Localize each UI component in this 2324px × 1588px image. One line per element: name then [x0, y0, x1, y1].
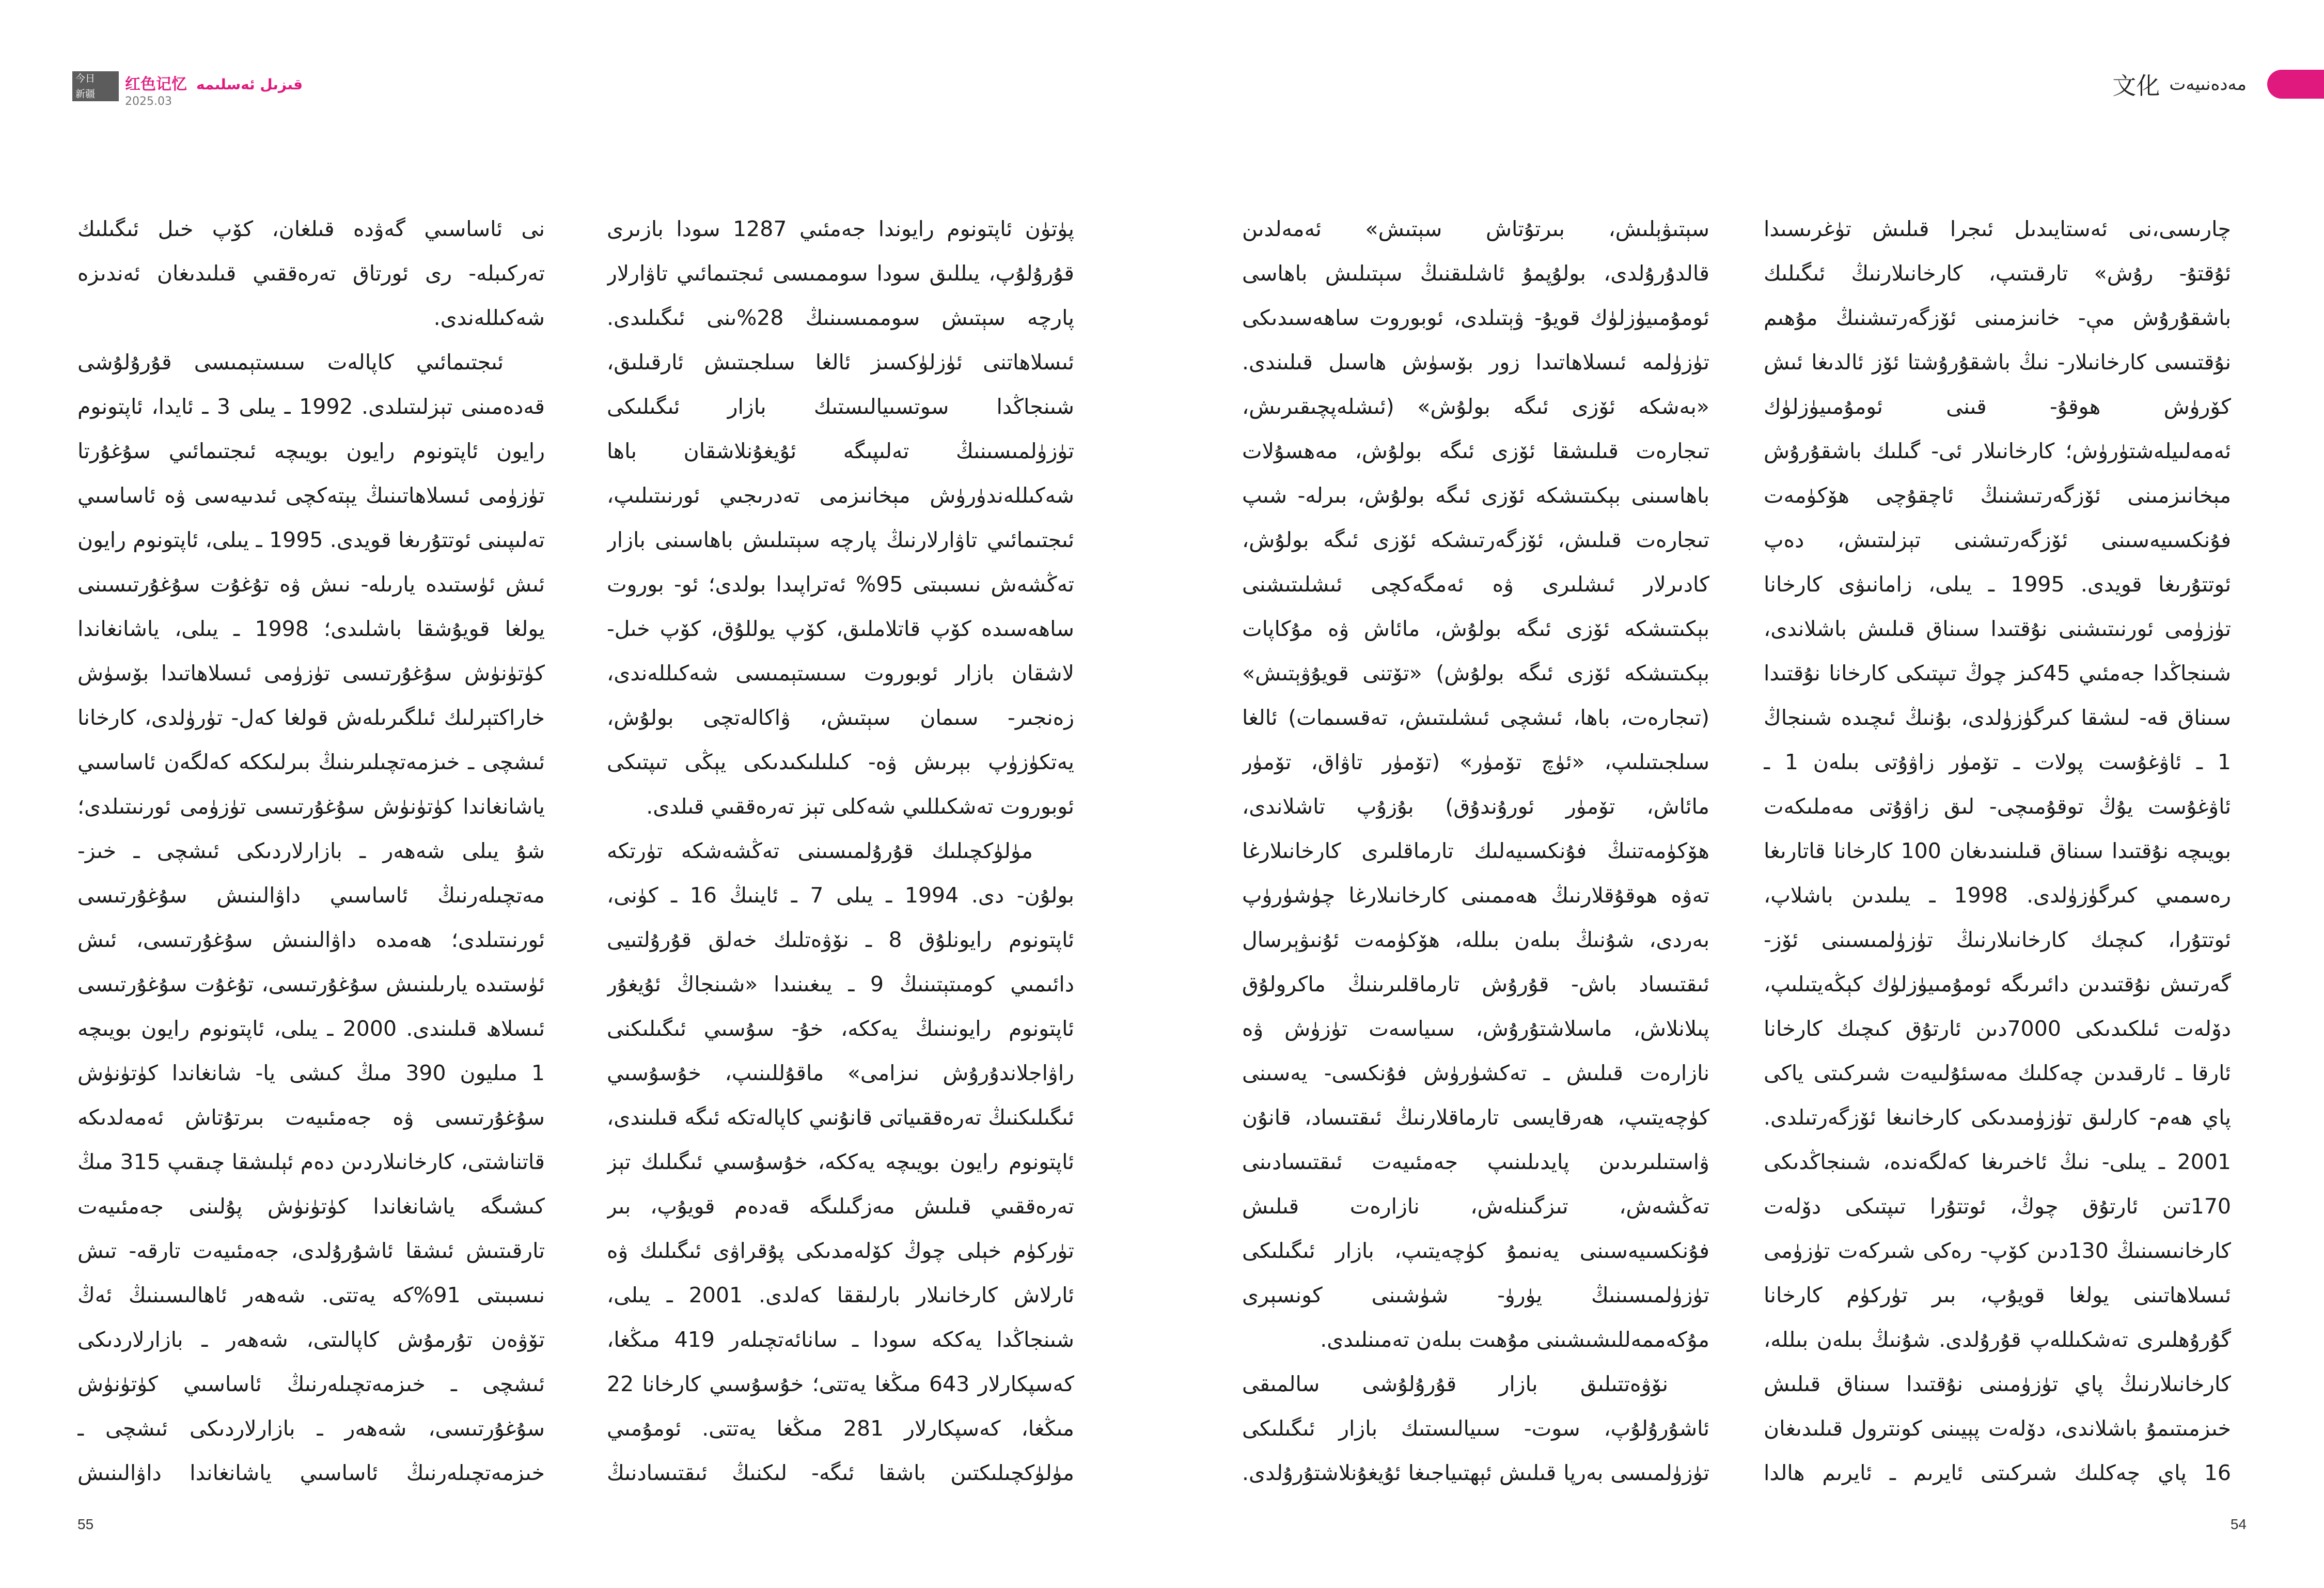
- magazine-header: [72, 71, 303, 108]
- paragraph: پۈتۈن ئاپتونوم رايوندا جەمئىي 1287 سودا بازىرى قۇرۇلۇپ، يىللىق سودا سوممىسى ئىجتىمائىي تاۋارلار پارچە سېتىش سوممىسىنىڭ 28%ىنى ئىگىلىدى. ئىسلاھاتنى ئۈزلۈكسىز ئالغا سىلجىتىش ئارقىلىق، شىنجاڭدا سوتسىيالىستىك بازار ئىگىلىكى تۈزۈلمىسىنىڭ تەلىپىگە ئۇيغۇنلاشقان باھا شەكىللەندۈرۈش مېخانىزمى تەدرىجىي ئورنىتىلىپ، ئىجتىمائىي تاۋارلارنىڭ پارچە سېتىلىش باھاسىنى بازار تەڭشەش نىسبىتى 95% ئەتراپىدا بولدى؛ ئو- بوروت ساھەسىدە كۆپ قاتلاملىق، كۆپ يوللۇق، كۆپ خىل- لاشقان بازار ئوبوروت سىستېمىسى شەكىللەندى، زەنجىر- سىمان سېتىش، ۋاكالەتچى بولۇش، يەتكۈزۈپ بېرىش ۋە- كىلىلىكىدىكى يېڭى تىپتىكى ئوبوروت تەشكىللىي شەكلى تېز تەرەققىي قىلدى.: [607, 216, 1074, 819]
- paragraph: سېتىۋېلىش، بىرتۇتاش سېتىش» ئەمەلدىن قالدۇرۇلدى، بولۇپمۇ ئاشلىقنىڭ سېتىلىش باھاسى ئومۇمىيۈزلۈك قويۇ- ۋېتىلدى، ئوبوروت ساھەسىدىكى تۈزۈلمە ئىسلاھاتىدا زور بۆسۈش ھاسىل قىلىندى. «بەشكە ئۆزى ئىگە بولۇش» (ئىشلەپچىقىرىش، تىجارەت قىلىشقا ئۆزى ئىگە بولۇش، مەھسۇلات باھاسىنى بېكىتىشكە ئۆزى ئىگە بولۇش، بىرلە- شىپ تىجارەت قىلىش، ئۆزگەرتىشكە ئۆزى ئىگە بولۇش، كادىرلار ئىشلىرى ۋە ئەمگەكچى ئىشلىتىشنى بېكىتىشكە ئۆزى ئىگە بولۇش، مائاش ۋە مۇكاپات بېكىتىشكە ئۆزى ئىگە بولۇش) «تۆتنى قويۇۋېتىش» (تىجارەت، باھا، ئىشچى ئىشلىتىش، تەقسىمات) ئالغا سىلجىتىلىپ، «ئۈچ تۆمۈر» (تۆمۈر تاۋاق، تۆمۈر مائاش، تۆمۈر ئورۇندۇق) بۇزۇپ تاشلاندى، ھۆكۈمەتنىڭ فۇنكسىيەلىك تارماقلىرى كارخانىلارغا تەۋە ھوقۇقلارنىڭ ھەممىنى كارخانىلارغا چۈشۈرۈپ بەردى، شۇنىڭ بىلەن بىللە، ھۆكۈمەت ئۇنىۋېرسال ئىقتىساد باش- قۇرۇش تارماقلىرىنىڭ ماكرولۇق پىلانلاش، ماسلاشتۇرۇش، سىياسەت تۈزۈش ۋە نازارەت قىلىش ـ تەكشۈرۈش فۇنكسى- يەسىنى كۈچەيتىپ، ھەرقايسى تارماقلارنىڭ ئىقتىساد، قانۇن ۋاستىلىرىدىن پايدىلىنىپ جەمئىيەت ئىقتىسادىنى تەڭشەش، تىزگىنلەش، نازارەت قىلىش فۇنكسىيەسىنى يەنىمۇ كۈچەيتىپ، بازار ئىگىلىكى تۈزۈلمىسىنىڭ يۈرۈ- شۈشىنى كونسېرى مۇكەممەللىشىشىنى مۇھىت بىلەن تەمىنلىدى.: [1242, 216, 1709, 1352]
- paragraph: چارىسى،نى ئەستايىدىل ئىجرا قىلىش تۈغرىسىدا ئۇقتۇ- رۇش» تارقىتىپ، كارخانىلارنىڭ ئىگىلىك باشقۇرۇش مې- خانىزمىنى ئۆزگەرتىشنىڭ مۇھىم نۇقتىسى كارخانىلار- نىڭ باشقۇرۇشتا ئۆز ئالدىغا ئىش كۆرۈش ھوقۇ- قىنى ئومۇمىيۈزلۈك ئەمەلىيلەشتۈرۈش؛ كارخانىلار ئى- گىلىك باشقۇرۇش مېخانىزمىنى ئۆزگەرتىشنىڭ ئاچقۇچى ھۆكۈمەت فۇنكسىيەسىنى ئۆزگەرتىشنى تېزلىتىش، دەپ ئوتتۇرىغا قويدى. 1995 ـ يىلى، زامانىۋى كارخانا تۈزۈمى ئورنىتىشنى نۇقتىدا سىناق قىلىش باشلاندى، شىنجاڭدا جەمئىي 45كىز چوڭ تىپتىكى كارخانا نۇقتىدا سىناق قە- لىشقا كىرگۈزۈلدى، بۇنىڭ ئىچىدە شىنجاڭ 1 ـ ئاۋغۇست پولات ـ تۆمۈر زاۋۇتى بىلەن 1 ـ ئاۋغۇست يۇڭ توقۇمىچى- لىق زاۋۇتى مەملىكەت بويىچە نۇقتىدا سىناق قىلىنىدىغان 100 كارخانا قاتارىغا رەسمىي كىرگۈزۈلدى. 1998 ـ يىلىدىن باشلاپ، ئوتتۇرا، كىچىك كارخانىلارنىڭ تۈزۈلمىسىنى ئۆز- گەرتىش نۇقتىدىن دائىرىگە ئومۇمىيۈزلۈك كېڭەيتىلىپ، دۆلەت ئىلكىدىكى 7000دىن ئارتۇق كىچىك كارخانا ئارقا ـ ئارقىدىن چەكلىك مەسئۇلىيەت شىركىتى ياكى پاي ھەم- كارلىق تۈزۈمىدىكى كارخانىغا ئۆزگەرتىلدى. 2001 ـ يىلى- نىڭ ئاخىرىغا كەلگەندە، شىنجاڭدىكى 170تىن ئارتۇق چوڭ، ئوتتۇرا تىپتىكى دۆلەت كارخانىسىنىڭ 130دىن كۆپ- رەكى شىركەت تۈزۈمى ئىسلاھاتىنى يولغا قويۇپ، بىر تۈركۈم كارخانا گۇرۇھلىرى تەشكىللەپ قۇرۇلدى. شۇنىڭ بىلەن بىللە، كارخانىلارنىڭ پاي تۈزۈمىنى نۇقتىدا سىناق قىلىش خىزمىتىمۇ باشلاندى، دۆلەت پېيىنى كونترول قىلىدىغان 16 پاي چەكلىك شىركىتى ئايرىم ـ ئايرىم ھالدا: [1764, 216, 2231, 1485]
- logo-line-2: 新疆: [75, 88, 96, 100]
- right-page: [1162, 0, 2324, 1588]
- page-number-left: 55: [77, 1516, 94, 1532]
- paragraph: نى ئاساسىي گەۋدە قىلغان، كۆپ خىل ئىگىلىك تەركىبلە- رى ئورتاق تەرەققىي قىلىدىغان ئەندىزە شەكىللەندى.: [77, 216, 545, 330]
- text-column-1: [77, 207, 545, 1488]
- magazine-logo: [72, 71, 119, 101]
- section-title-zh: 红色记忆: [125, 75, 187, 94]
- paragraph: نۆۋەتتىلىق بازار قۇرۇلۇشى سالمىقى ئاشۇرۇلۇپ، سوت- سىيالىستىك بازار ئىگىلىكى تۈزۈلمىسى بەرپا قىلىش ئېھتىياجىغا ئۇيغۇنلاشتۇرۇلدى.: [1242, 1372, 1709, 1485]
- section-name-zh: 文化: [2112, 72, 2160, 100]
- logo-line-1: 今日: [75, 73, 96, 84]
- paragraph: ئىجتىمائىي كاپالەت سىستېمىسى قۇرۇلۇشى قەدەمىنى تېزلىتىلدى. 1992 ـ يىلى 3 ـ ئايدا، ئاپتونوم رايون ئاپتونوم رايون بويىچە ئىجتىمائىي سۇغۇرتا تۈزۈمى ئىسلاھاتىنىڭ يېتەكچى ئىدىيەسى ۋە ئاساسىي تەلىپىنى ئوتتۇرىغا قويدى. 1995 ـ يىلى، ئاپتونوم رايون ئىش ئۈستىدە يارىلە- نىش ۋە تۇغۇت سۇغۇرتىسىنى يولغا قويۇشقا باشلىدى؛ 1998 ـ يىلى، ياشانغاندا كۈتۈنۈش سۇغۇرتىسى تۈزۈمى ئىسلاھاتىدا بۆسۈش خاراكتېرلىك ئىلگىرىلەش قولغا كەل- تۈرۈلدى، كارخانا ئىشچى ـ خىزمەتچىلىرىنىڭ بىرلىككە كەلگەن ئاساسىي ياشانغاندا كۈتۈنۈش سۇغۇرتىسى تۈزۈمى ئورنىتىلدى؛ شۇ يىلى شەھەر ـ بازارلاردىكى ئىشچى ـ خىز- مەتچىلەرنىڭ ئاساسىي داۋالىنىش سۇغۇرتىسى ئورنىتىلدى؛ ھەمدە داۋالىنىش سۇغۇرتىسى، ئىش ئۈستىدە يارىلىنىش سۇغۇرتىسى، تۇغۇت سۇغۇرتىسى ئىسلاھ قىلىندى. 2000 ـ يىلى، ئاپتونوم رايون بويىچە 1 مىليون 390 مىڭ كىشى يا- شانغاندا كۈتۈنۈش سۇغۇرتىسى ۋە جەمئىيەت بىرتۇتاش ئەمەلدىكە قاتناشتى، كارخانىلاردىن دەم ئېلىشقا چىقىپ 315 مىڭ كىشىگە ياشانغاندا كۈتۈنۈش پۇلىنى جەمئىيەت تارقىتىش ئىشقا ئاشۇرۇلدى، جەمئىيەت تارقە- تىش نىسبىتى 91%كە يەتتى. شەھەر ئاھالىسىنىڭ ئەڭ تۆۋەن تۇرمۇش كاپالىتى، شەھەر ـ بازارلاردىكى ئىشچى ـ خىزمەتچىلەرنىڭ ئاساسىي كۈتۈنۈش سۇغۇرتىسى، شەھەر ـ بازارلاردىكى ئىشچى ـ خىزمەتچىلەرنىڭ ئاساسىي ياشانغاندا داۋالىنىش: [77, 350, 545, 1485]
- text-column-3: [1242, 207, 1709, 1488]
- section-header: [2112, 66, 2324, 102]
- section-name-ug: مەدەنىيەت: [2169, 74, 2247, 95]
- page-number-right: 54: [2230, 1516, 2247, 1532]
- text-column-4: [1764, 207, 2231, 1488]
- issue-date: 2025.03: [125, 95, 172, 108]
- text-column-2: [607, 207, 1074, 1488]
- section-title-ug: قىزىل ئەسلىمە: [196, 76, 303, 93]
- paragraph: مۈلۈكچىلىك قۇرۇلمىسىنى تەڭشەشكە تۈرتكە بولۇن- دى. 1994 ـ يىلى 7 ـ ئاينىڭ 16 ـ كۈنى، ئاپتونوم رايونلۇق 8 ـ نۆۋەتلىك خەلق قۇرۇلتىيى دائىمىي كومىتېتىنىڭ 9 ـ يىغىنىدا «شىنجاڭ ئۇيغۇر ئاپتونوم رايونىنىڭ يەككە، خۇ- سۇسىي ئىگىلىكنى راۋاجلاندۇرۇش نىزامى» ماقۇللىنىپ، خۇسۇسىي ئىگىلىكنىڭ تەرەققىياتى قانۇنىي كاپالەتكە ئىگە قىلىندى، ئاپتونوم رايون بويىچە يەككە، خۇسۇسىي ئىگىلىك تېز تەرەققىي قىلىش مەزگىلىگە قەدەم قويۇپ، بىر تۈركۈم خېلى چوڭ كۆلەمدىكى پۇقراۋى ئىگىلىك ۋە ئارلاش كارخانىلار بارلىققا كەلدى. 2001 ـ يىلى، شىنجاڭدا يەككە سودا ـ سانائەتچىلەر 419 مىڭغا، كەسپكارلار 643 مىڭغا يەتتى؛ خۇسۇسىي كارخانا 22 مىڭغا، كەسپكارلار 281 مىڭغا يەتتى. ئومۇمىي مۈلۈكچىلىكتىن باشقا ئىگە- لىكنىڭ ئىقتىسادنىڭ: [607, 838, 1074, 1485]
- section-tab-marker: [2267, 70, 2324, 99]
